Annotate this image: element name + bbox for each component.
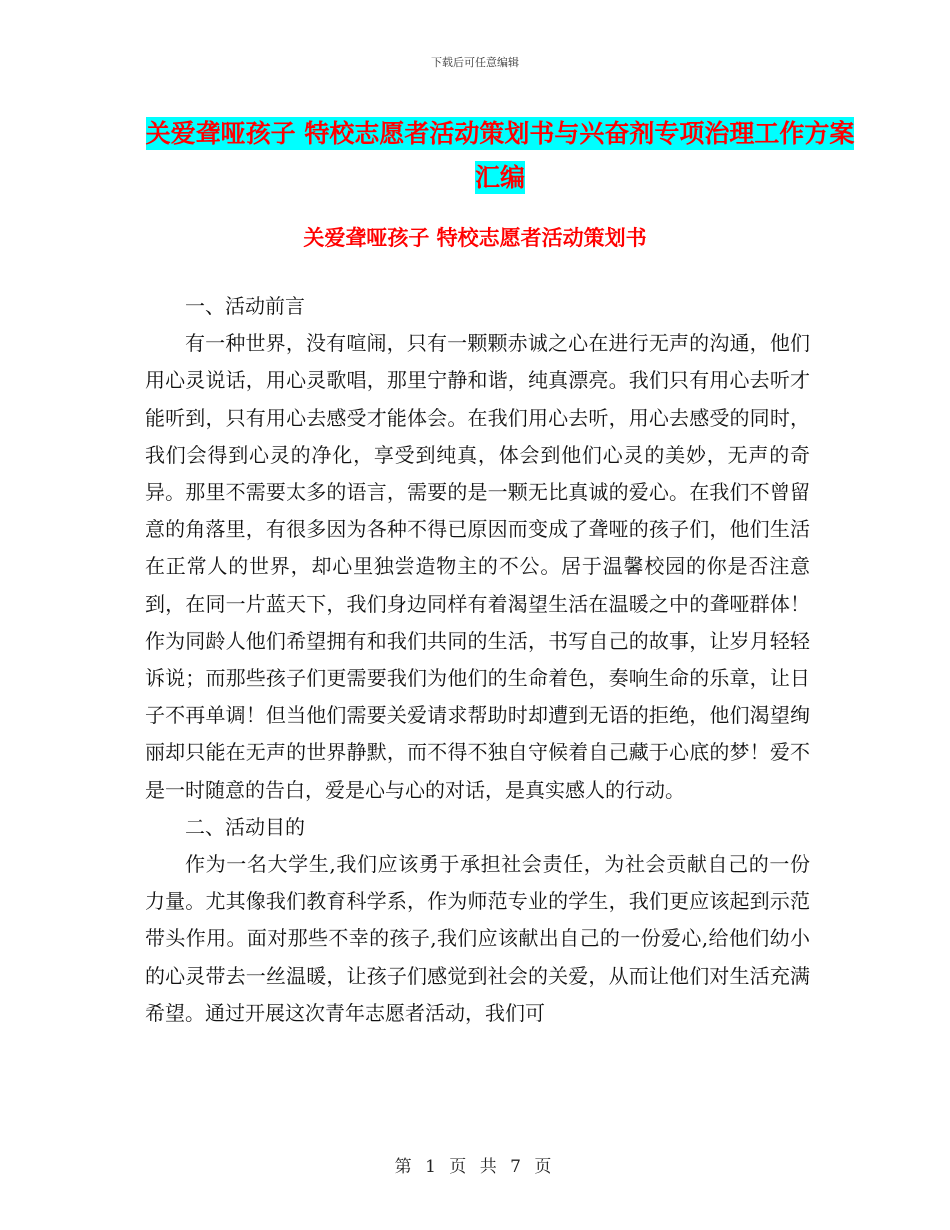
document-title (140, 112, 860, 200)
document-title-text: 关爱聋哑孩子 特校志愿者活动策划书与兴奋剂专项治理工作方案汇编 (145, 119, 855, 192)
header-note: 下载后可任意编辑 (431, 56, 519, 69)
section-heading-purpose: 二、活动目的 (185, 814, 305, 839)
paragraph-purpose: 作为一名大学生,我们应该勇于承担社会责任，为社会贡献自己的一份力量。尤其像我们教育科学系，作为师范专业的学生，我们更应该起到示范带头作用。面对那些不幸的孩子,我们应该献出自己的一份爱心,给他们幼小的心灵带去一丝温暖，让孩子们感觉到社会的关爱，从而让他们对生活充满希望。通过开展这次青年志愿者活动，我们可 (145, 852, 810, 1025)
paragraph-preface: 有一种世界，没有喧闹，只有一颗颗赤诚之心在进行无声的沟通，他们用心灵说话，用心灵歌唱，那里宁静和谐，纯真漂亮。我们只有用心去听才能听到，只有用心去感受才能体会。在我们用心去听，用心去感受的同时，我们会得到心灵的净化，享受到纯真，体会到他们心灵的美妙，无声的奇异。那里不需要太多的语言，需要的是一颗无比真诚的爱心。在我们不曾留意的角落里，有很多因为各种不得已原因而变成了聋哑的孩子们，他们生活在正常人的世界，却心里独尝造物主的不公。居于温馨校园的你是否注意到，在同一片蓝天下，我们身边同样有着渴望生活在温暖之中的聋哑群体！作为同龄人他们希望拥有和我们共同的生活，书写自己的故事，让岁月轻轻诉说；而那些孩子们更需要我们为他们的生命着色，奏响生命的乐章，让日子不再单调！但当他们需要关爱请求帮助时却遭到无语的拒绝，他们渴望绚丽却只能在无声的世界静默，而不得不独自守候着自己藏于心底的梦！爱不是一时随意的告白，爱是心与心的对话，是真实感人的行动。 (145, 331, 810, 802)
page-number-footer: 第 1 页 共 7 页 (394, 1157, 556, 1177)
section-heading-preface: 一、活动前言 (185, 294, 305, 318)
document-body (145, 288, 810, 1032)
section-title: 关爱聋哑孩子 特校志愿者活动策划书 (303, 226, 647, 250)
